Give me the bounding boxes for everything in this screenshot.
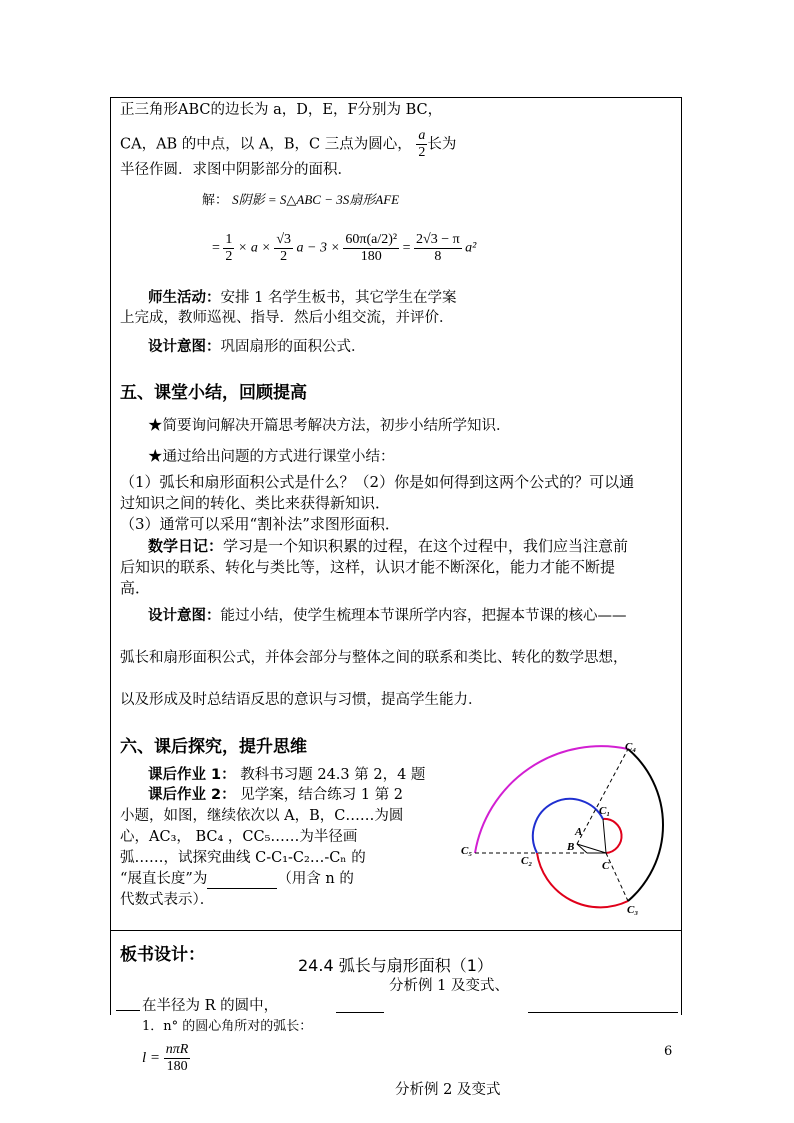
homework-line-3: 小题，如图，继续依次以 A，B，C……为圆: [120, 808, 404, 824]
design-intent-2-line-1: 设计意图：能过小结，使学生梳理本节课所学内容，把握本节课的核心——: [148, 608, 627, 624]
involute-figure: [455, 740, 675, 920]
design-intent-2-line-3: 以及形成及时总结语反思的意识与习惯，提高学生能力．: [120, 692, 483, 708]
underline-mid: [336, 1012, 384, 1013]
activity-line-2: 上完成，教师巡视、指导．然后小组交流，并评价．: [120, 310, 454, 326]
label-c: C: [602, 860, 610, 872]
math-diary-line-3: 高．: [120, 579, 151, 597]
math-diary-line-2: 后知识的联系、转化与类比等，这样，认识才能不断深化，能力才能不断提: [120, 558, 616, 576]
label-c5: C₅: [461, 845, 473, 857]
half-a-fraction: $\frac{a}{2}$: [418, 128, 426, 160]
underline-right: [528, 1012, 678, 1013]
math-diary-line-1: 数学日记：学习是一个知识积累的过程，在这个过程中，我们应当注意前: [148, 537, 629, 555]
section-6-title: 六、课后探究，提升思维: [120, 737, 307, 757]
summary-star-1: ★简要询问解决开篇思考解决方法，初步小结所学知识．: [148, 418, 511, 434]
homework-2: 课后作业 2： 见学案，结合练习 1 第 2: [148, 787, 404, 803]
arc-c3-c4: [628, 749, 663, 901]
arc-c2-c3: [537, 853, 628, 907]
arc-length-item: 1．n° 的圆心角所对的弧长：: [142, 1019, 313, 1034]
underline-left: [116, 1010, 140, 1011]
label-c2: C₂: [521, 855, 533, 867]
label-c1: C₁: [599, 805, 611, 817]
homework-line-6: “展直长度”为 （用含 n 的: [120, 871, 354, 887]
problem-line-2: CA，AB 的中点，以 A，B，C 三点为圆心， $\frac{a}{2}$ 长为: [120, 128, 457, 160]
design-intent-2-line-2: 弧长和扇形面积公式，并体会部分与整体之间的联系和类比、转化的数学思想，: [120, 650, 628, 666]
homework-1: 课后作业 1： 教科书习题 24.3 第 2，4 题: [148, 767, 426, 783]
arc-length-formula: l = $\frac{\text{nπR}}{180}$: [142, 1042, 189, 1074]
analysis-1: 分析例 1 及变式、: [389, 978, 509, 994]
solution-line-1: 解： S阴影 = S△ABC − 3S扇形AFE: [202, 192, 400, 208]
label-c3: C₃: [627, 904, 639, 916]
label-b: B: [567, 841, 575, 853]
problem-line-1: 正三角形ABC的边长为 a，D，E，F分别为 BC，: [120, 102, 443, 118]
homework-line-7: 代数式表示）．: [120, 892, 215, 908]
label-a: A: [575, 826, 583, 838]
analysis-2: 分析例 2 及变式: [395, 1082, 501, 1098]
summary-star-2: ★通过给出问题的方式进行课堂小结：: [148, 449, 395, 465]
design-intent-1: 设计意图：巩固扇形的面积公式．: [148, 339, 366, 355]
answer-blank[interactable]: [207, 874, 277, 889]
activity-line-1: 师生活动：安排 1 名学生板书，其它学生在学案: [148, 290, 457, 306]
board-design-title: 板书设计：: [120, 945, 205, 965]
page-number: 6: [664, 1044, 673, 1059]
circle-radius-line: 在半径为 R 的圆中，: [142, 998, 279, 1014]
summary-question-1b: 过知识之间的转化、类比来获得新知识．: [120, 494, 391, 512]
homework-line-4: 心，AC₃， BC₄ ，CC₅……为半径画: [120, 829, 358, 845]
board-heading: 24.4 弧长与扇形面积（1）: [298, 956, 493, 975]
problem-line-3: 半径作圆．求图中阴影部分的面积．: [120, 162, 352, 178]
solution-line-2: = $\frac{1}{2}$ × a × $\frac{√3}{2}$ a − 3 × $\frac{\text{60π(a/2)²}}{180}$ = $\frac{2√3 - \pi}{8}$ a²: [212, 232, 477, 264]
segment-c-c1: [603, 819, 606, 853]
section-5-title: 五、课堂小结，回顾提高: [120, 383, 307, 403]
homework-line-5: 弧……，试探究曲线 C-C₁-C₂…-Cₙ 的: [120, 850, 366, 866]
summary-question-3: （3）通常可以采用“割补法”求图形面积．: [120, 515, 400, 533]
label-c4: C₄: [625, 741, 637, 753]
summary-question-1a: （1）弧长和扇形面积公式是什么？（2）你是如何得到这两个公式的？可以通: [120, 473, 635, 491]
